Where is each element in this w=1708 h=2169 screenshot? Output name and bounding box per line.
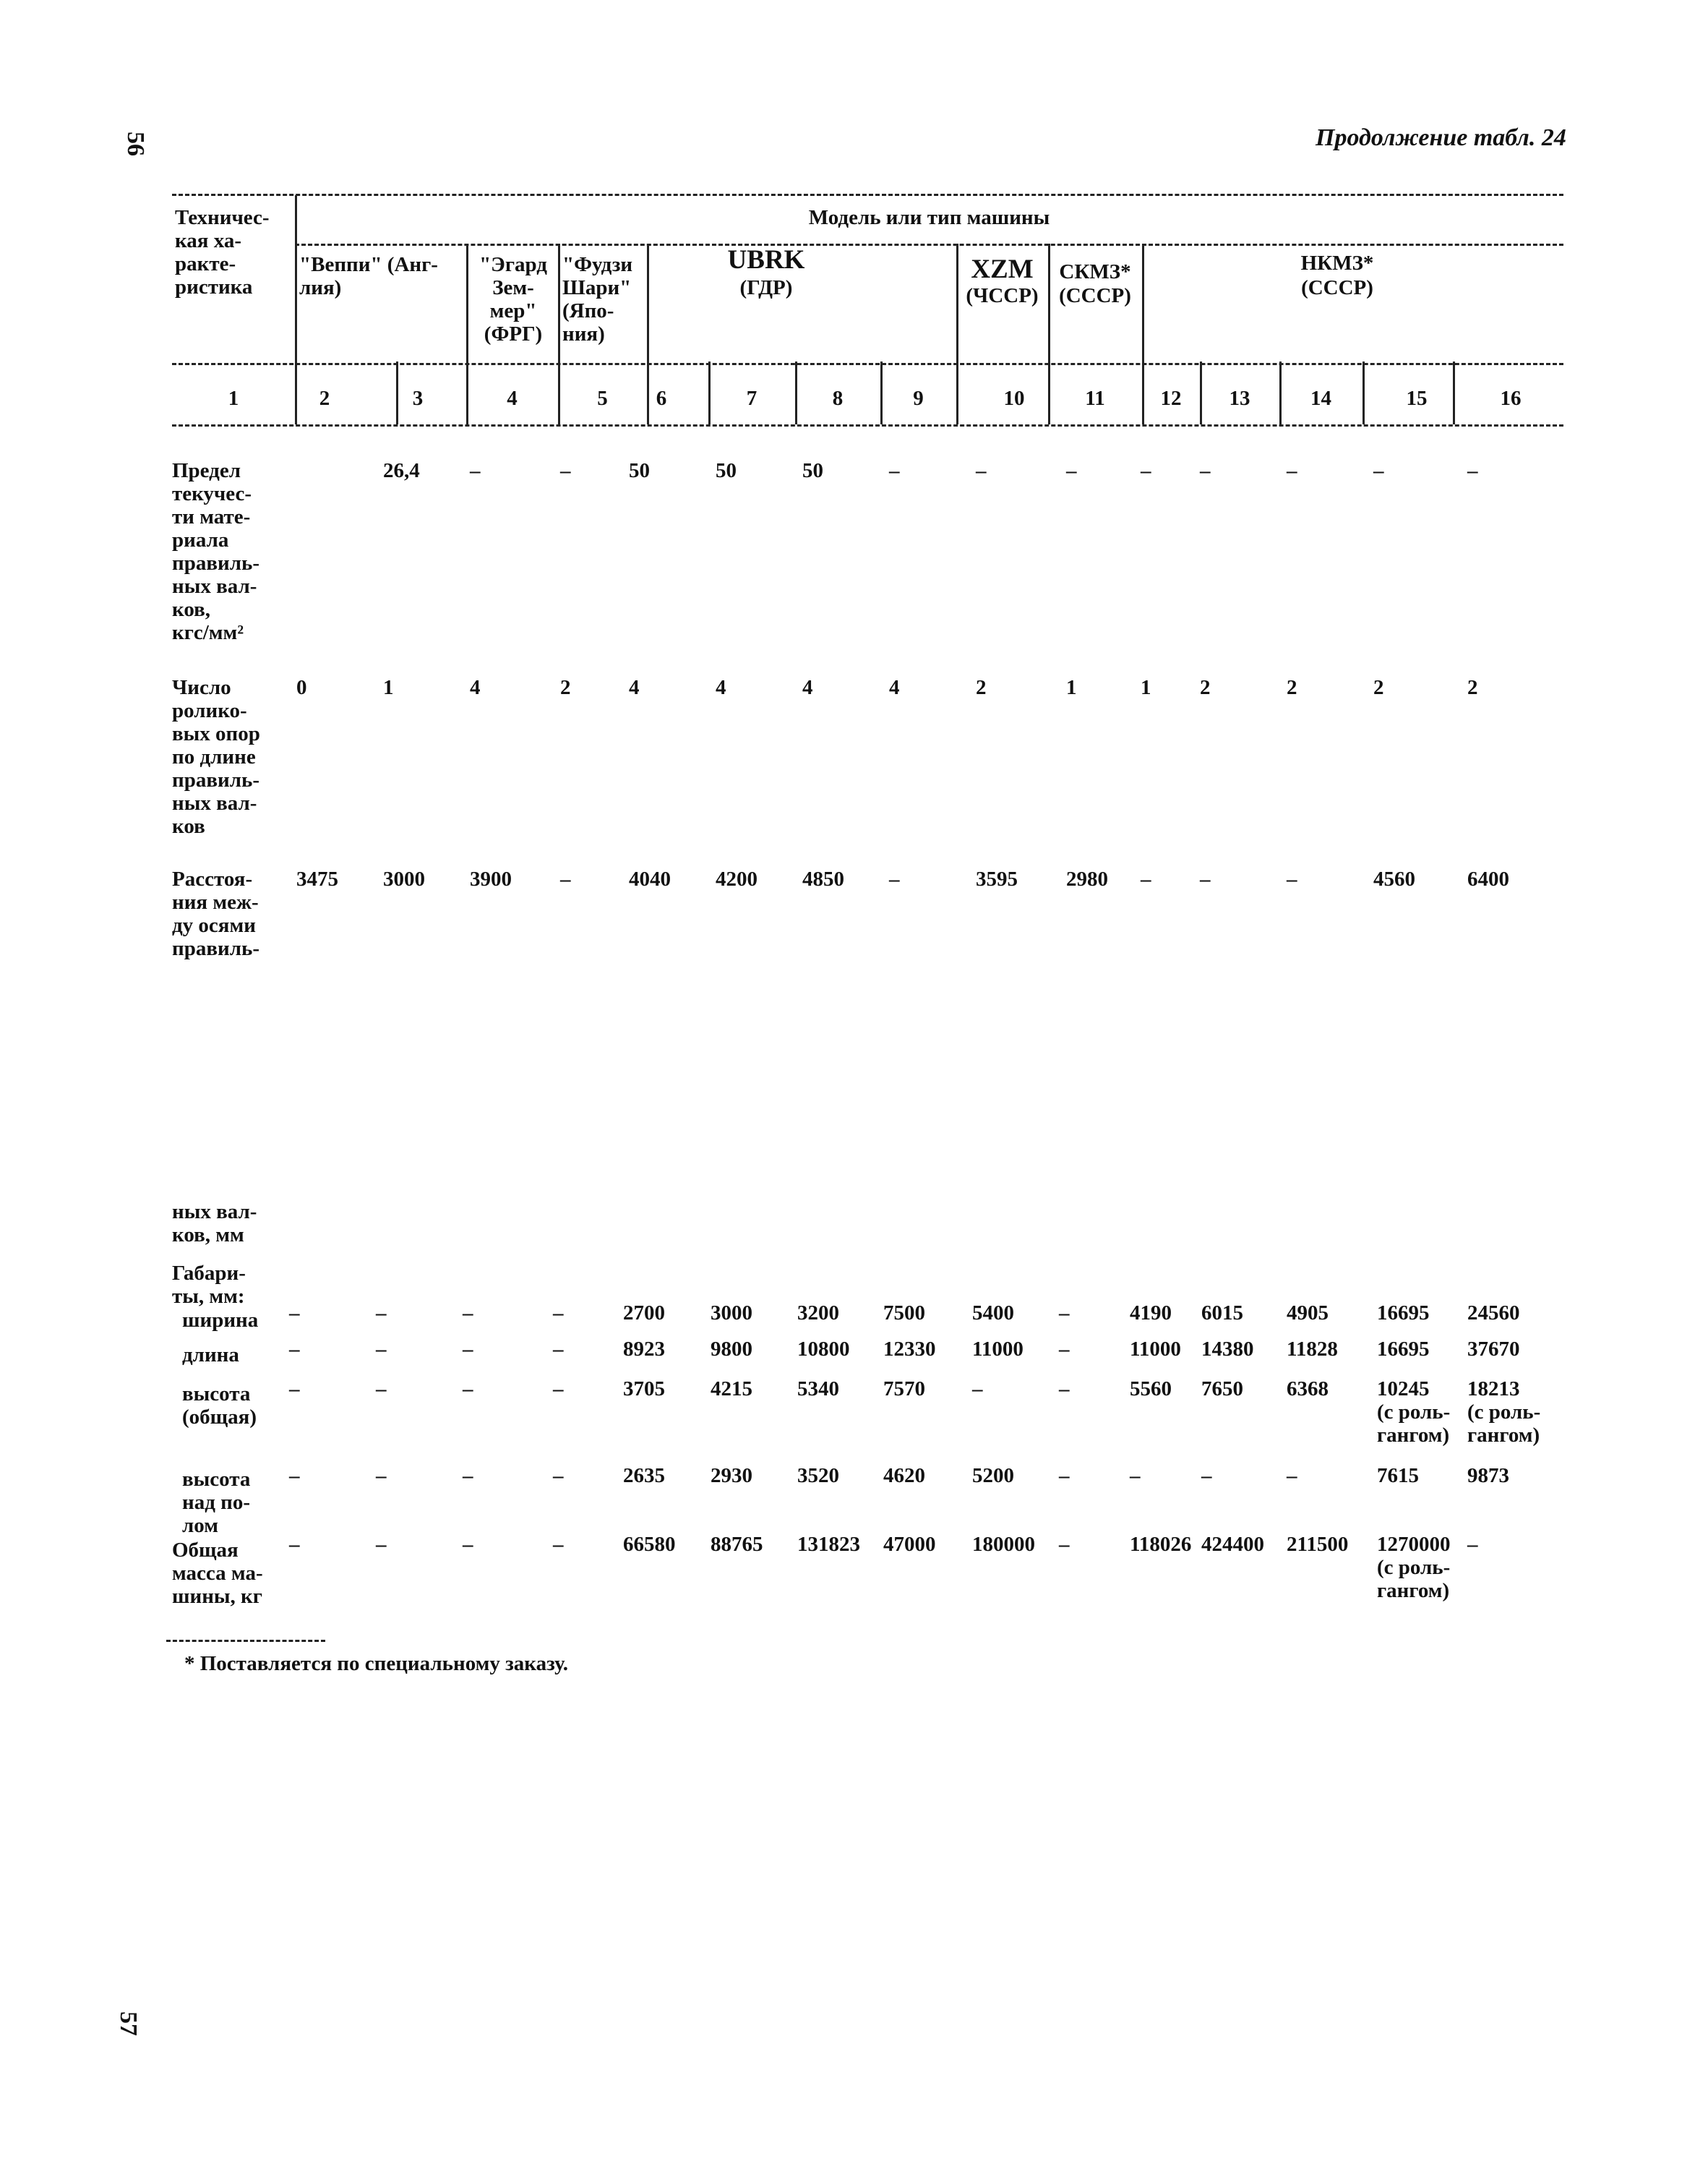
table-cell: 16695 bbox=[1377, 1338, 1430, 1361]
table-cell: – bbox=[1287, 459, 1297, 482]
model-ubrk-country: (ГДР) bbox=[739, 276, 793, 299]
table-cell: 14380 bbox=[1201, 1338, 1254, 1361]
table-cell: – bbox=[1059, 1464, 1070, 1487]
table-cell: – bbox=[289, 1464, 300, 1487]
page-number-left: 56 bbox=[122, 132, 149, 156]
model-skmz-country: (СССР) bbox=[1059, 284, 1131, 307]
table-cell: – bbox=[289, 1301, 300, 1325]
table-cell: 211500 bbox=[1287, 1533, 1349, 1556]
col-number: 7 bbox=[746, 387, 758, 410]
table-cell: – bbox=[1201, 1464, 1212, 1487]
header-bottom-rule bbox=[172, 424, 1563, 427]
model-xzm-country: (ЧССР) bbox=[966, 284, 1039, 307]
table-cell: 2 bbox=[1467, 676, 1478, 699]
table-cell: – bbox=[1287, 1464, 1297, 1487]
table-cell: 3705 bbox=[623, 1377, 665, 1400]
table-cell: 8923 bbox=[623, 1338, 665, 1361]
table-cell: 4850 bbox=[802, 868, 844, 891]
table-cell: 10245 (с роль- гангом) bbox=[1377, 1377, 1451, 1447]
table-cell: – bbox=[972, 1377, 983, 1400]
table-cell: 3595 bbox=[976, 868, 1018, 891]
col-number: 4 bbox=[507, 387, 518, 410]
table-cell: 24560 bbox=[1467, 1301, 1520, 1325]
table-cell: – bbox=[1059, 1377, 1070, 1400]
table-cell: 3000 bbox=[711, 1301, 752, 1325]
page-number-right: 57 bbox=[115, 2011, 142, 2036]
table-cell: – bbox=[463, 1464, 473, 1487]
col-number: 6 bbox=[656, 387, 667, 410]
table-cell: – bbox=[1059, 1301, 1070, 1325]
table-cell: – bbox=[376, 1533, 387, 1556]
table-cell: – bbox=[553, 1338, 564, 1361]
table-cell: 9873 bbox=[1467, 1464, 1509, 1487]
table-cell: 2635 bbox=[623, 1464, 665, 1487]
table-cell: 66580 bbox=[623, 1533, 676, 1556]
table-cell: 7500 bbox=[883, 1301, 925, 1325]
table-cell: – bbox=[376, 1338, 387, 1361]
table-cell: 2980 bbox=[1066, 868, 1108, 891]
table-cell: – bbox=[463, 1377, 473, 1400]
table-cell: – bbox=[889, 459, 900, 482]
table-cell: – bbox=[553, 1533, 564, 1556]
table-cell: 7570 bbox=[883, 1377, 925, 1400]
row-label-axis-distance: Расстоя- ния меж- ду осями правиль- bbox=[172, 868, 259, 960]
table-cell: 88765 bbox=[711, 1533, 763, 1556]
table-cell: – bbox=[1200, 459, 1211, 482]
table-cell: 3520 bbox=[797, 1464, 839, 1487]
table-cell: 6015 bbox=[1201, 1301, 1243, 1325]
table-cell: – bbox=[463, 1533, 473, 1556]
table-cell: – bbox=[1059, 1533, 1070, 1556]
table-cell: 3000 bbox=[383, 868, 425, 891]
table-cell: 3475 bbox=[296, 868, 338, 891]
col-number: 1 bbox=[228, 387, 239, 410]
col-number: 9 bbox=[913, 387, 924, 410]
table-cell: 5340 bbox=[797, 1377, 839, 1400]
row-label-height-total: высота (общая) bbox=[182, 1382, 257, 1429]
table-cell: – bbox=[1059, 1338, 1070, 1361]
table-cell: – bbox=[1141, 868, 1151, 891]
col-number: 11 bbox=[1085, 387, 1105, 410]
table-cell: 4 bbox=[629, 676, 640, 699]
table-cell: – bbox=[463, 1301, 473, 1325]
table-cell: – bbox=[1130, 1464, 1141, 1487]
model-ubrk: UBRK bbox=[727, 245, 805, 275]
model-group-rule bbox=[295, 244, 1563, 246]
table-cell: 4 bbox=[802, 676, 813, 699]
model-nkmz-country: (СССР) bbox=[1301, 276, 1373, 299]
table-cell: – bbox=[289, 1377, 300, 1400]
table-cell: 2 bbox=[1287, 676, 1297, 699]
table-cell: 2930 bbox=[711, 1464, 752, 1487]
model-xzm: XZM bbox=[971, 254, 1034, 284]
table-cell: – bbox=[289, 1533, 300, 1556]
header-tech-char: Техничес- кая ха- ракте- ристика bbox=[175, 206, 270, 299]
row-label-yield-limit: Предел текучес- ти мате- риала правиль- ных вал- ков, кгс/мм² bbox=[172, 459, 259, 644]
row-label-total-mass: Общая масса ма- шины, кг bbox=[172, 1539, 263, 1608]
table-cell: 4620 bbox=[883, 1464, 925, 1487]
table-cell: 6400 bbox=[1467, 868, 1509, 891]
table-cell: – bbox=[1141, 459, 1151, 482]
model-fuji: "Фудзи Шари" (Япо- ния) bbox=[562, 253, 633, 346]
table-cell: – bbox=[1467, 459, 1478, 482]
table-cell: 6368 bbox=[1287, 1377, 1329, 1400]
table-cell: 7650 bbox=[1201, 1377, 1243, 1400]
table-cell: 37670 bbox=[1467, 1338, 1520, 1361]
header-top-rule bbox=[172, 194, 1563, 196]
model-egard: "Эгард Зем- мер" (ФРГ) bbox=[479, 253, 547, 346]
col-number: 13 bbox=[1229, 387, 1250, 410]
col-number: 15 bbox=[1406, 387, 1428, 410]
table-cell: 2 bbox=[1373, 676, 1384, 699]
table-cell: – bbox=[1066, 459, 1077, 482]
table-cell: – bbox=[1467, 1533, 1478, 1556]
table-cell: – bbox=[376, 1377, 387, 1400]
table-cell: 4040 bbox=[629, 868, 671, 891]
table-cell: 18213 (с роль- гангом) bbox=[1467, 1377, 1541, 1447]
table-cell: 1 bbox=[383, 676, 394, 699]
row-label-length: длина bbox=[182, 1343, 239, 1366]
table-cell: 50 bbox=[716, 459, 737, 482]
table-cell: 3900 bbox=[470, 868, 512, 891]
table-cell: 9800 bbox=[711, 1338, 752, 1361]
model-nkmz: НКМЗ* bbox=[1300, 252, 1374, 275]
col-number: 3 bbox=[412, 387, 424, 410]
table-cell: – bbox=[1373, 459, 1384, 482]
table-cell: – bbox=[560, 459, 571, 482]
table-cell: 180000 bbox=[972, 1533, 1035, 1556]
table-cell: 5200 bbox=[972, 1464, 1014, 1487]
table-cell: – bbox=[1287, 868, 1297, 891]
table-cell: 12330 bbox=[883, 1338, 936, 1361]
table-cell: 11828 bbox=[1287, 1338, 1338, 1361]
table-cell: 10800 bbox=[797, 1338, 850, 1361]
footnote: * Поставляется по специальному заказу. bbox=[184, 1652, 568, 1675]
table-cell: 4 bbox=[889, 676, 900, 699]
table-cell: 50 bbox=[802, 459, 823, 482]
table-cell: – bbox=[560, 868, 571, 891]
table-cell: – bbox=[376, 1301, 387, 1325]
continuation-title: Продолжение табл. 24 bbox=[1316, 124, 1566, 151]
table-cell: 131823 bbox=[797, 1533, 860, 1556]
row-label-roller-supports: Число ролико- вых опор по длине правиль- ных вал- ков bbox=[172, 676, 260, 838]
table-cell: 4560 bbox=[1373, 868, 1415, 891]
table-cell: 1 bbox=[1141, 676, 1151, 699]
col-number: 12 bbox=[1160, 387, 1182, 410]
table-cell: 4200 bbox=[716, 868, 758, 891]
row-label-axis-distance-cont: ных вал- ков, мм bbox=[172, 1200, 257, 1246]
table-cell: – bbox=[976, 459, 987, 482]
table-cell: – bbox=[463, 1338, 473, 1361]
table-cell: – bbox=[553, 1377, 564, 1400]
table-cell: 4 bbox=[470, 676, 481, 699]
col-number: 8 bbox=[832, 387, 844, 410]
header-model-group: Модель или тип машины bbox=[808, 206, 1050, 229]
footnote-rule bbox=[166, 1640, 325, 1642]
col-number: 16 bbox=[1500, 387, 1522, 410]
col-number: 14 bbox=[1310, 387, 1331, 410]
table-cell: 2 bbox=[560, 676, 571, 699]
table-cell: – bbox=[553, 1464, 564, 1487]
table-cell: 16695 bbox=[1377, 1301, 1430, 1325]
table-cell: 5560 bbox=[1130, 1377, 1172, 1400]
col-number: 2 bbox=[319, 387, 330, 410]
row-label-dimensions: Габари- ты, мм: bbox=[172, 1262, 246, 1308]
table-cell: 7615 bbox=[1377, 1464, 1419, 1487]
table-cell: 47000 bbox=[883, 1533, 936, 1556]
table-cell: – bbox=[470, 459, 481, 482]
row-label-height-floor: высота над по- лом bbox=[182, 1468, 251, 1537]
table-cell: 3200 bbox=[797, 1301, 839, 1325]
table-cell: 2 bbox=[1200, 676, 1211, 699]
table-cell: 0 bbox=[296, 676, 307, 699]
table-cell: 1 bbox=[1066, 676, 1077, 699]
table-cell: – bbox=[1200, 868, 1211, 891]
table-cell: 11000 bbox=[1130, 1338, 1181, 1361]
table-cell: 11000 bbox=[972, 1338, 1023, 1361]
table-cell: 4 bbox=[716, 676, 726, 699]
table-cell: 5400 bbox=[972, 1301, 1014, 1325]
row-label-width: ширина bbox=[182, 1309, 259, 1332]
model-skmz: СКМЗ* bbox=[1059, 260, 1131, 283]
table-cell: – bbox=[553, 1301, 564, 1325]
table-cell: 4905 bbox=[1287, 1301, 1329, 1325]
table-cell: 118026 bbox=[1130, 1533, 1192, 1556]
table-cell: 26,4 bbox=[383, 459, 420, 482]
model-veppi: "Веппи" (Анг- лия) bbox=[299, 253, 438, 299]
col-number: 10 bbox=[1003, 387, 1025, 410]
table-cell: 4215 bbox=[711, 1377, 752, 1400]
table-cell: – bbox=[889, 868, 900, 891]
table-cell: 2 bbox=[976, 676, 987, 699]
table-cell: 4190 bbox=[1130, 1301, 1172, 1325]
table-cell: 50 bbox=[629, 459, 650, 482]
table-cell: 424400 bbox=[1201, 1533, 1264, 1556]
table-cell: 1270000 (с роль- гангом) bbox=[1377, 1533, 1451, 1602]
table-cell: – bbox=[289, 1338, 300, 1361]
table-cell: – bbox=[376, 1464, 387, 1487]
model-names-rule bbox=[172, 363, 1563, 365]
table-cell: 2700 bbox=[623, 1301, 665, 1325]
col-number: 5 bbox=[597, 387, 608, 410]
